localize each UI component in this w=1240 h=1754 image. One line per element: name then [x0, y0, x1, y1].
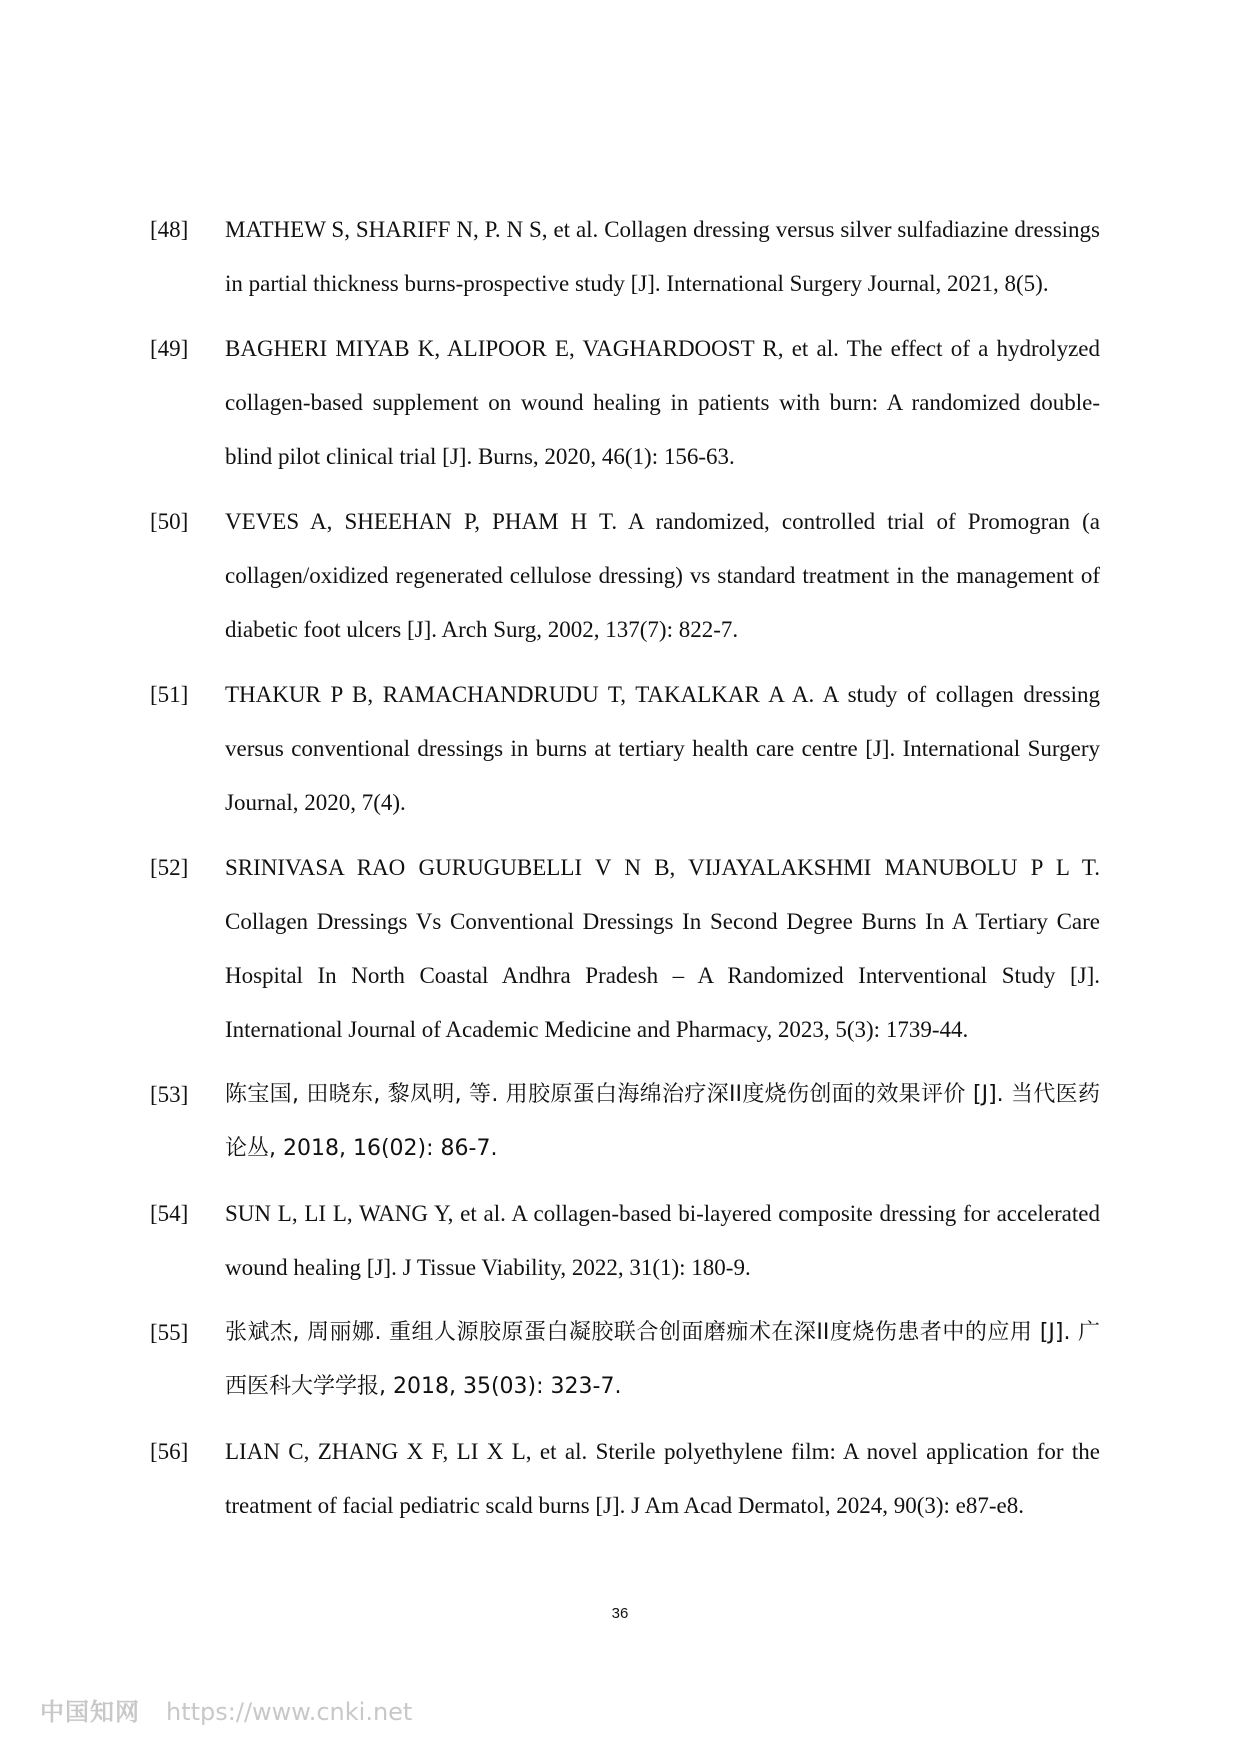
reference-text: 张斌杰, 周丽娜. 重组人源胶原蛋白凝胶联合创面磨痂术在深II度烧伤患者中的应用 [J]. 广西医科大学学报, 2018, 35(03): 323-7. [225, 1320, 1100, 1399]
reference-number: [52] [150, 855, 189, 880]
cnki-logo: 中国知网 [40, 1698, 140, 1726]
reference-text: SRINIVASA RAO GURUGUBELLI V N B, VIJAYALAKSHMI MANUBOLU P L T. Collagen Dressings Vs Conventional Dressings In Second Degree Burns In A Tertiary Care Hospital In North Coastal Andhra Pradesh – A Randomized Interventional Study [J]. International Journal of Academic Medicine and Pharmacy, 2023, 5(3): 1739-44. [225, 855, 1100, 1042]
reference-text: VEVES A, SHEEHAN P, PHAM H T. A randomized, controlled trial of Promogran (a collagen/oxidized regenerated cellulose dressing) vs standard treatment in the management of diabetic foot ulcers [J]. Arch Surg, 2002, 137(7): 822-7. [225, 509, 1100, 642]
reference-list [150, 203, 1100, 1544]
reference-number: [49] [150, 336, 189, 361]
reference-item [150, 668, 1100, 830]
reference-number: [54] [150, 1201, 189, 1226]
page-number: 36 [611, 1605, 629, 1622]
cnki-watermark [40, 1692, 412, 1727]
reference-item [150, 322, 1100, 484]
reference-text: BAGHERI MIYAB K, ALIPOOR E, VAGHARDOOST R, et al. The effect of a hydrolyzed collagen-based supplement on wound healing in patients with burn: A randomized double-blind pilot clinical trial [J]. Burns, 2020, 46(1): 156-63. [225, 336, 1100, 469]
reference-text: LIAN C, ZHANG X F, LI X L, et al. Sterile polyethylene film: A novel application for the treatment of facial pediatric scald burns [J]. J Am Acad Dermatol, 2024, 90(3): e87-e8. [225, 1439, 1100, 1518]
reference-text: THAKUR P B, RAMACHANDRUDU T, TAKALKAR A A. A study of collagen dressing versus conventional dressings in burns at tertiary health care centre [J]. International Surgery Journal, 2020, 7(4). [225, 682, 1100, 815]
reference-item [150, 841, 1100, 1057]
reference-item [150, 1187, 1100, 1295]
reference-number: [48] [150, 217, 189, 242]
watermark-url: https://www.cnki.net [166, 1698, 413, 1726]
reference-number: [55] [150, 1320, 189, 1345]
reference-item [150, 495, 1100, 657]
reference-number: [50] [150, 509, 189, 534]
reference-number: [51] [150, 682, 189, 707]
reference-item [150, 203, 1100, 311]
reference-item [150, 1306, 1100, 1414]
reference-text: MATHEW S, SHARIFF N, P. N S, et al. Collagen dressing versus silver sulfadiazine dressings in partial thickness burns-prospective study [J]. International Surgery Journal, 2021, 8(5). [225, 217, 1100, 296]
reference-number: [56] [150, 1439, 189, 1464]
reference-text: SUN L, LI L, WANG Y, et al. A collagen-based bi-layered composite dressing for accelerated wound healing [J]. J Tissue Viability, 2022, 31(1): 180-9. [225, 1201, 1100, 1280]
reference-item [150, 1425, 1100, 1533]
reference-number: [53] [150, 1082, 189, 1107]
reference-item [150, 1068, 1100, 1176]
reference-text: 陈宝国, 田晓东, 黎凤明, 等. 用胶原蛋白海绵治疗深II度烧伤创面的效果评价 [J]. 当代医药论丛, 2018, 16(02): 86-7. [225, 1082, 1100, 1161]
